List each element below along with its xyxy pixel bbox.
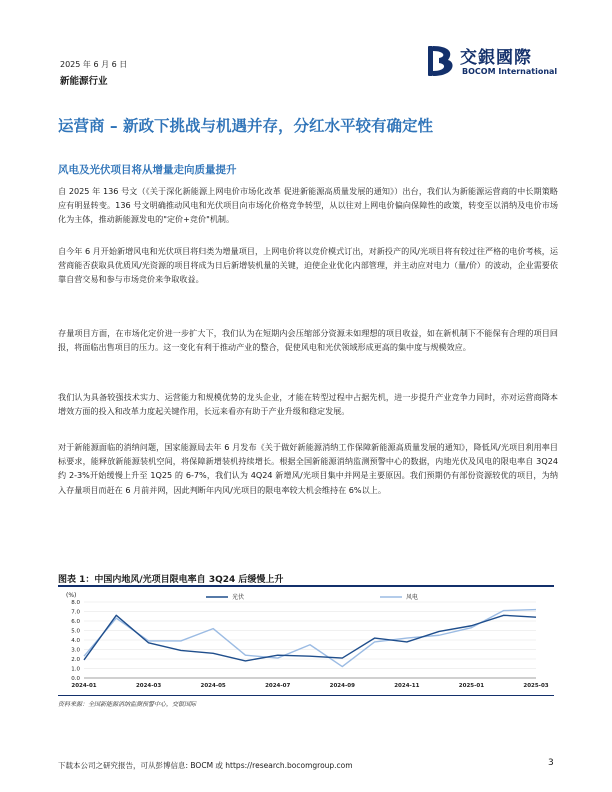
y-tick-label: 5.0 [71, 628, 80, 635]
paragraph: 对于新能源面临的消纳问题，国家能源局去年 6 月发布《关于做好新能源消纳工作保障新能源高质量发展的通知》，降低风/光项目利用率目标要求，能释放新能源装机空间，将保障新增装机持续增长。根据全国新能源消纳监测预警中心的数据，内地光伏及风电的限电率自 3Q24 约 2-3%开始缓慢上升至 1Q25 的 6-7%，我们认为 4Q24 新增风/光项目集中并网是主要原因。我们预期仍有部份资源较优的项目，为纳入存量项目而赶在 6 月前并网，因此判断年内风/光项目的限电率较大机会维持在 6%以上。 [58, 442, 558, 495]
logo-english-name: BOCOM International [462, 67, 558, 76]
y-tick-label: 1.0 [71, 666, 80, 673]
figure-bottom-rule [58, 695, 554, 696]
series-line-solar [84, 615, 536, 661]
sector-label: 新能源行业 [60, 76, 108, 87]
y-axis-label: (%) [66, 592, 77, 599]
x-tick-label: 2024-11 [394, 683, 420, 689]
paragraph: 我们认为具备较强技术实力、运营能力和规模优势的龙头企业，才能在转型过程中占据先机，进一步提升产业竞争力同时，亦对运营商降本增效方面的投入和改革力度起关键作用，长远来看亦有助于产业升级和稳定发展。 [58, 392, 558, 417]
figure-top-rule [58, 585, 554, 587]
x-tick-label: 2024-05 [200, 683, 226, 689]
legend-label: 光伏 [232, 594, 245, 601]
report-date: 2025 年 6 月 6 日 [60, 60, 128, 69]
paragraph: 自今年 6 月开始新增风电和光伏项目将归类为增量项目，上网电价将以竞价模式订出，对新投产的风/光项目将有较过往严格的电价考核，运营商能否获取具优质风/光资源的项目将成为日后新增装机量的关键，迫使企业优化内部管理，并主动应对电力（量/价）的波动，企业需要依靠自营交易和参与市场竞价来争取收益。 [58, 246, 558, 285]
y-tick-label: 6.0 [71, 619, 80, 625]
x-tick-label: 2024-03 [135, 683, 162, 689]
paragraph: 存量项目方面，在市场化定价进一步扩大下，我们认为在短期内会压缩部分资源未如理想的项目收益，如在新机制下不能保有合理的项目回报，将面临出售项目的压力。这一变化有利于推动产业的整合，促使风电和光伏领域形成更高的集中度与规模效应。 [58, 328, 558, 353]
y-tick-label: 3.0 [71, 647, 80, 654]
x-tick-label: 2024-01 [71, 683, 97, 689]
legend-label: 风电 [406, 594, 419, 601]
y-tick-label: 7.0 [71, 609, 80, 616]
y-tick-label: 4.0 [71, 638, 80, 644]
footer-text: 下载本公司之研究报告，可从彭博信息: BOCM 或 https://research.bocomgroup.com [58, 761, 353, 770]
line-chart [58, 588, 554, 694]
x-tick-label: 2025-01 [458, 683, 485, 689]
x-tick-label: 2025-03 [523, 683, 549, 689]
y-tick-label: 2.0 [71, 657, 80, 663]
paragraph: 自 2025 年 136 号文（《关于深化新能源上网电价市场化改革 促进新能源高质量发展的通知》）出台，我们认为新能源运营商的中长期策略应有明显转变。136 号文明确推动风电和光伏项目向市场化价格竞争转型，从以往对上网电价偏向保障性的政策，转变至以消纳及电价市场化为主体，推动新能源发电的"定价+竞价"机制。 [58, 186, 558, 225]
logo-chinese-name: 交銀國際 [460, 48, 532, 68]
article-subtitle: 风电及光伏项目将从增量走向质量提升 [58, 164, 237, 176]
x-tick-label: 2024-07 [265, 683, 291, 689]
y-tick-label: 8.0 [71, 600, 80, 606]
x-tick-label: 2024-09 [329, 683, 355, 689]
figure-title: 图表 1：中国内地风/光项目限电率自 3Q24 后缓慢上升 [58, 575, 284, 585]
figure-source: 资料来源：全国新能源消纳监测预警中心，交银国际 [58, 701, 197, 708]
article-title: 运营商 – 新政下挑战与机遇并存，分红水平较有确定性 [58, 117, 434, 135]
page-number: 3 [548, 758, 554, 768]
series-line-wind [84, 610, 536, 667]
y-tick-label: 0.0 [71, 676, 80, 682]
